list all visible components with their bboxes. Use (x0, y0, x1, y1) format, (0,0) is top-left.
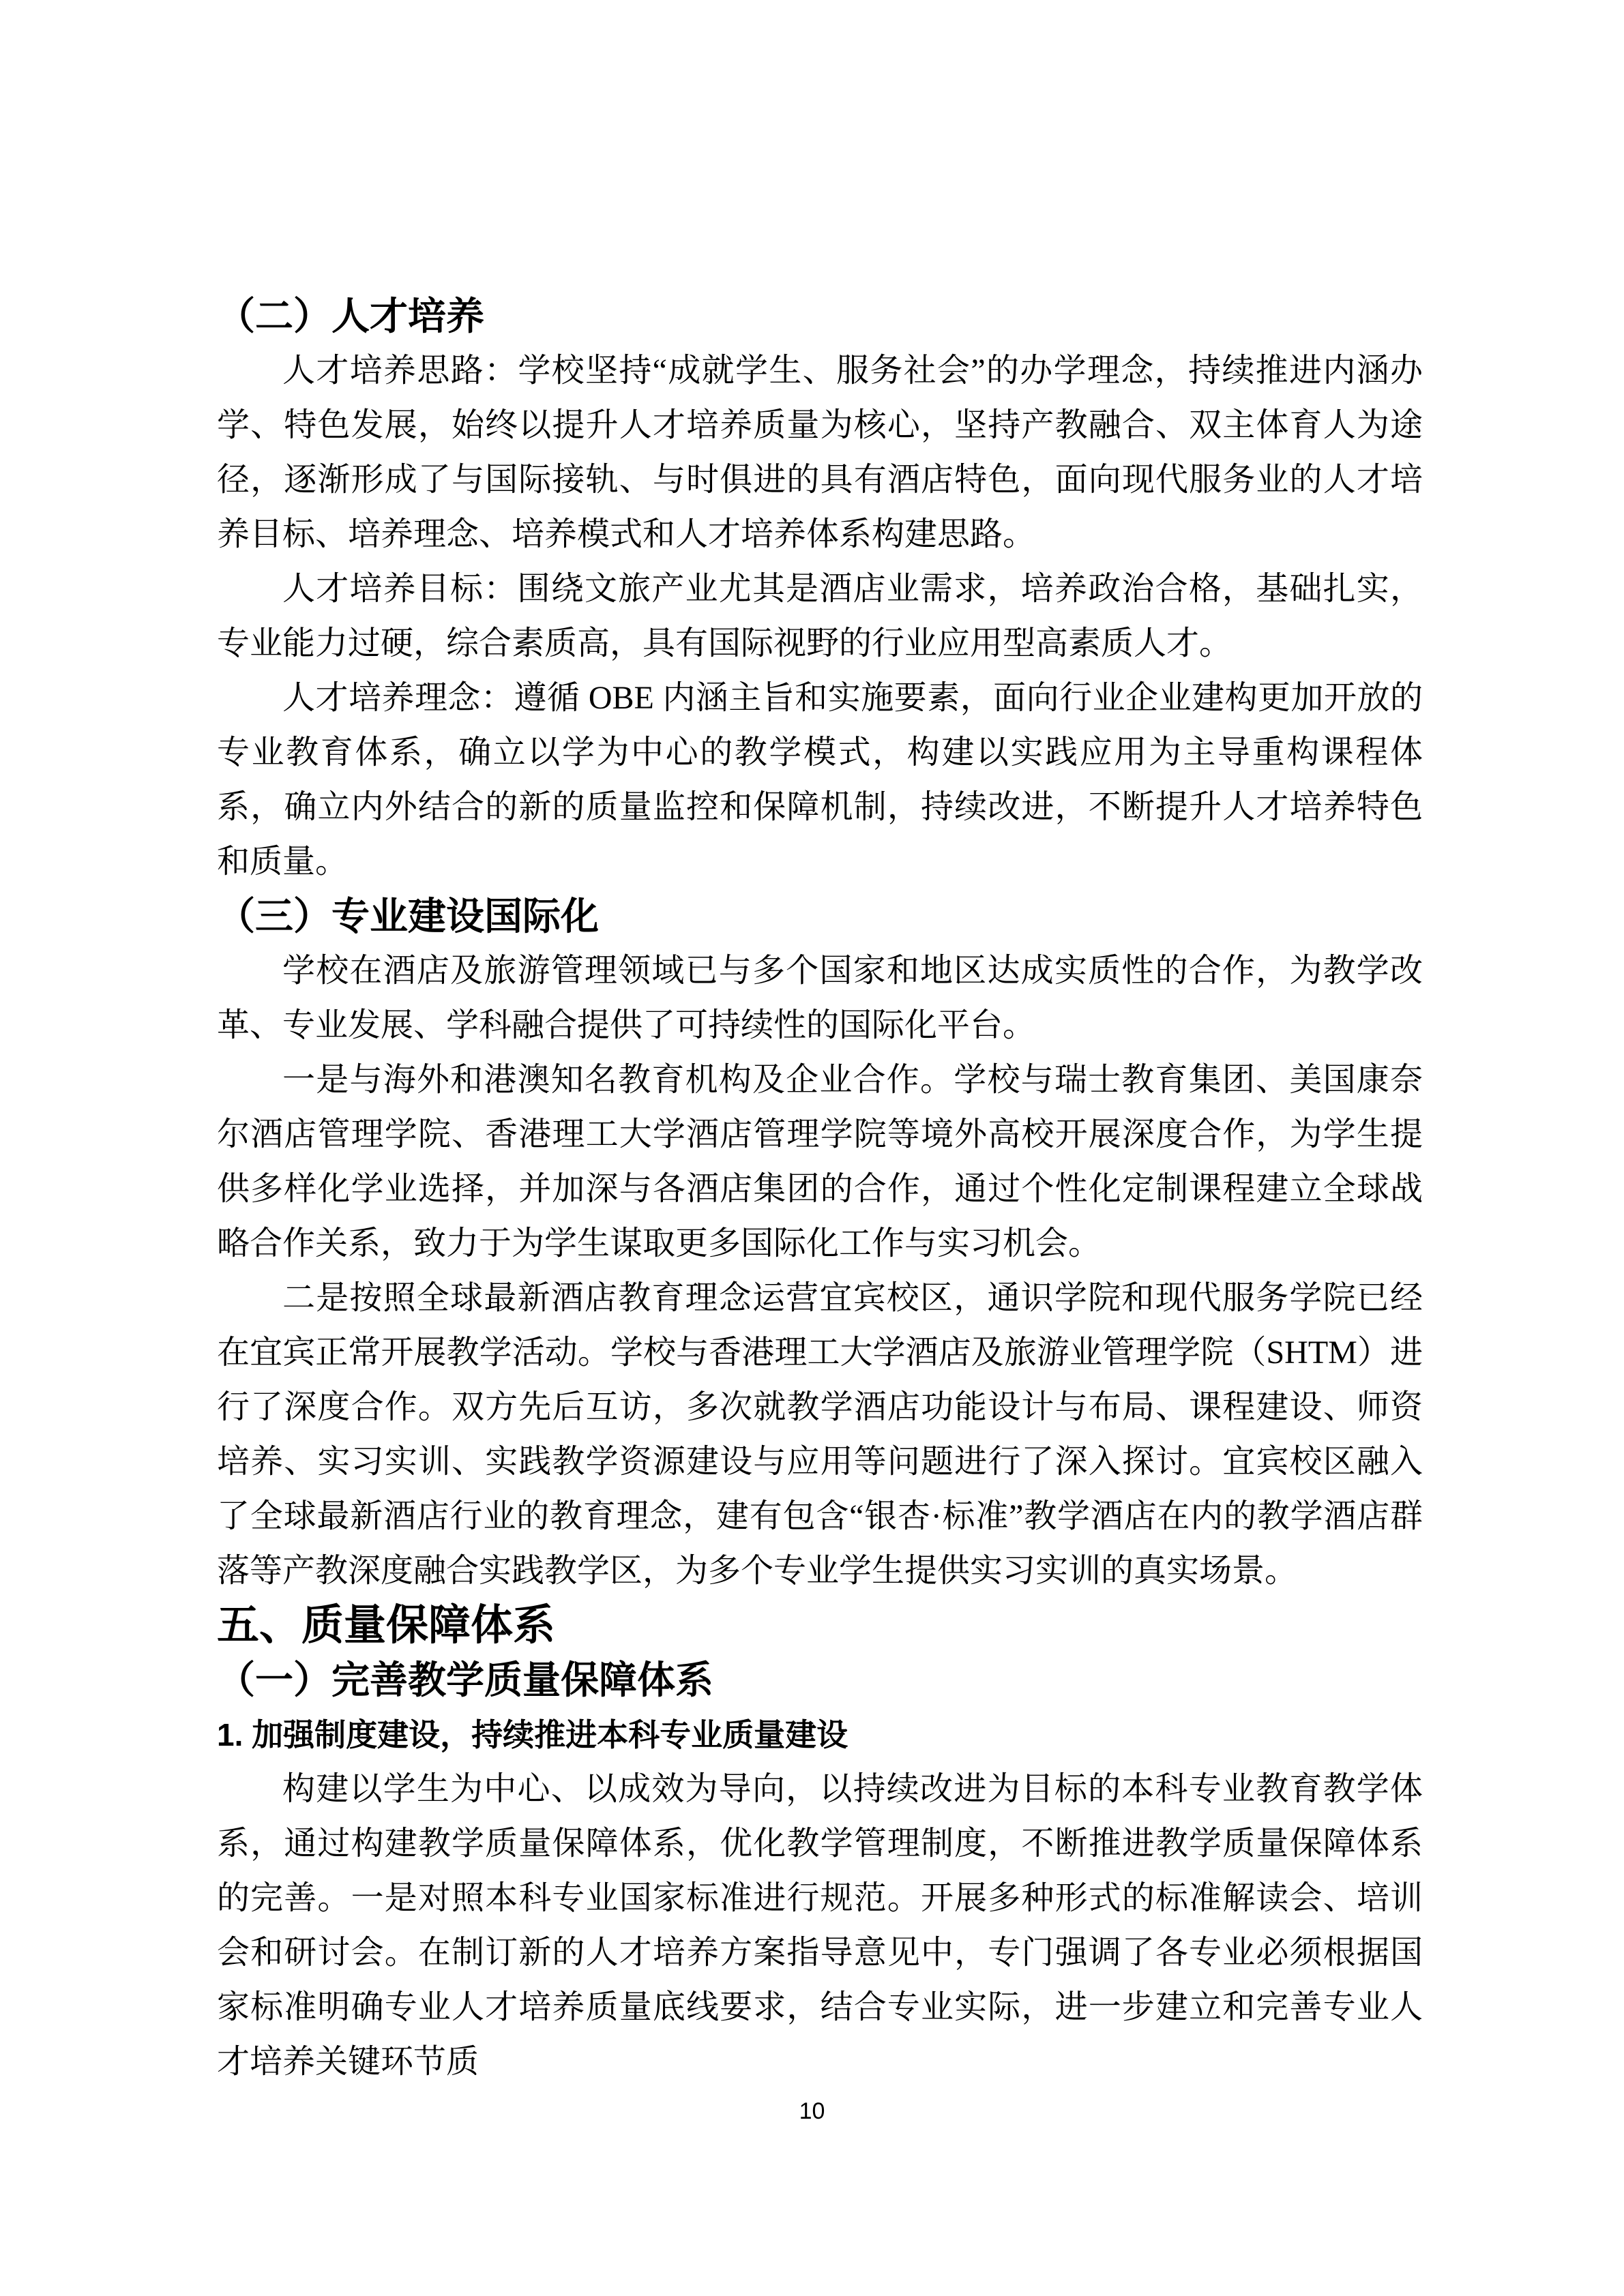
paragraph-cultivation-goal: 人才培养目标：围绕文旅产业尤其是酒店业需求，培养政治合格，基础扎实，专业能力过硬，综合素质高，具有国际视野的行业应用型高素质人才。 (217, 571, 1423, 661)
chapter-heading-quality-assurance: 五、质量保障体系 (217, 1602, 556, 1649)
paragraph-cultivation-approach: 人才培养思路：学校坚持“成就学生、服务社会”的办学理念，持续推进内涵办学、特色发展，始终以提升人才培养质量为核心，坚持产教融合、双主体育人为途径，逐渐形成了与国际接轨、与时俱进的具有酒店特色，面向现代服务业的人才培养目标、培养理念、培养模式和人才培养体系构建思路。 (217, 353, 1423, 552)
paragraph-institution-building: 构建以学生为中心、以成效为导向，以持续改进为目标的本科专业教育教学体系，通过构建教学质量保障体系，优化教学管理制度，不断推进教学质量保障体系的完善。一是对照本科专业国家标准进行规范。开展多种形式的标准解读会、培训会和研讨会。在制订新的人才培养方案指导意见中，专门强调了各专业必须根据国家标准明确专业人才培养质量底线要求，结合专业实际，进一步建立和完善专业人才培养关键环节质 (217, 1771, 1423, 2080)
section-heading-internationalization: （三）专业建设国际化 (217, 895, 599, 938)
page-content (217, 289, 1423, 2089)
paragraph-yibin-campus: 二是按照全球最新酒店教育理念运营宜宾校区，通识学院和现代服务学院已经在宜宾正常开展教学活动。学校与香港理工大学酒店及旅游业管理学院（SHTM）进行了深度合作。双方先后互访，多次就教学酒店功能设计与布局、课程建设、师资培养、实习实训、实践教学资源建设与应用等问题进行了深入探讨。宜宾校区融入了全球最新酒店行业的教育理念，建有包含“银杏·标准”教学酒店在内的教学酒店群落等产教深度融合实践教学区，为多个专业学生提供实习实训的真实场景。 (217, 1280, 1423, 1589)
paragraph-internationalization-overview: 学校在酒店及旅游管理领域已与多个国家和地区达成实质性的合作，为教学改革、专业发展、学科融合提供了可持续性的国际化平台。 (217, 953, 1423, 1043)
section-heading-talent-cultivation: （二）人才培养 (217, 295, 484, 338)
section-heading-quality-system: （一）完善教学质量保障体系 (217, 1658, 713, 1701)
paragraph-cultivation-philosophy: 人才培养理念：遵循 OBE 内涵主旨和实施要素，面向行业企业建构更加开放的专业教育体系，确立以学为中心的教学模式，构建以实践应用为主导重构课程体系，确立内外结合的新的质量监控和保障机制，持续改进，不断提升人才培养特色和质量。 (217, 680, 1423, 880)
paragraph-overseas-cooperation: 一是与海外和港澳知名教育机构及企业合作。学校与瑞士教育集团、美国康奈尔酒店管理学院、香港理工大学酒店管理学院等境外高校开展深度合作，为学生提供多样化学业选择，并加深与各酒店集团的合作，通过个性化定制课程建立全球战略合作关系，致力于为学生谋取更多国际化工作与实习机会。 (217, 1062, 1423, 1262)
page-number: 10 (799, 2098, 825, 2124)
subsection-heading-institution-building: 1. 加强制度建设，持续推进本科专业质量建设 (217, 1717, 848, 1753)
